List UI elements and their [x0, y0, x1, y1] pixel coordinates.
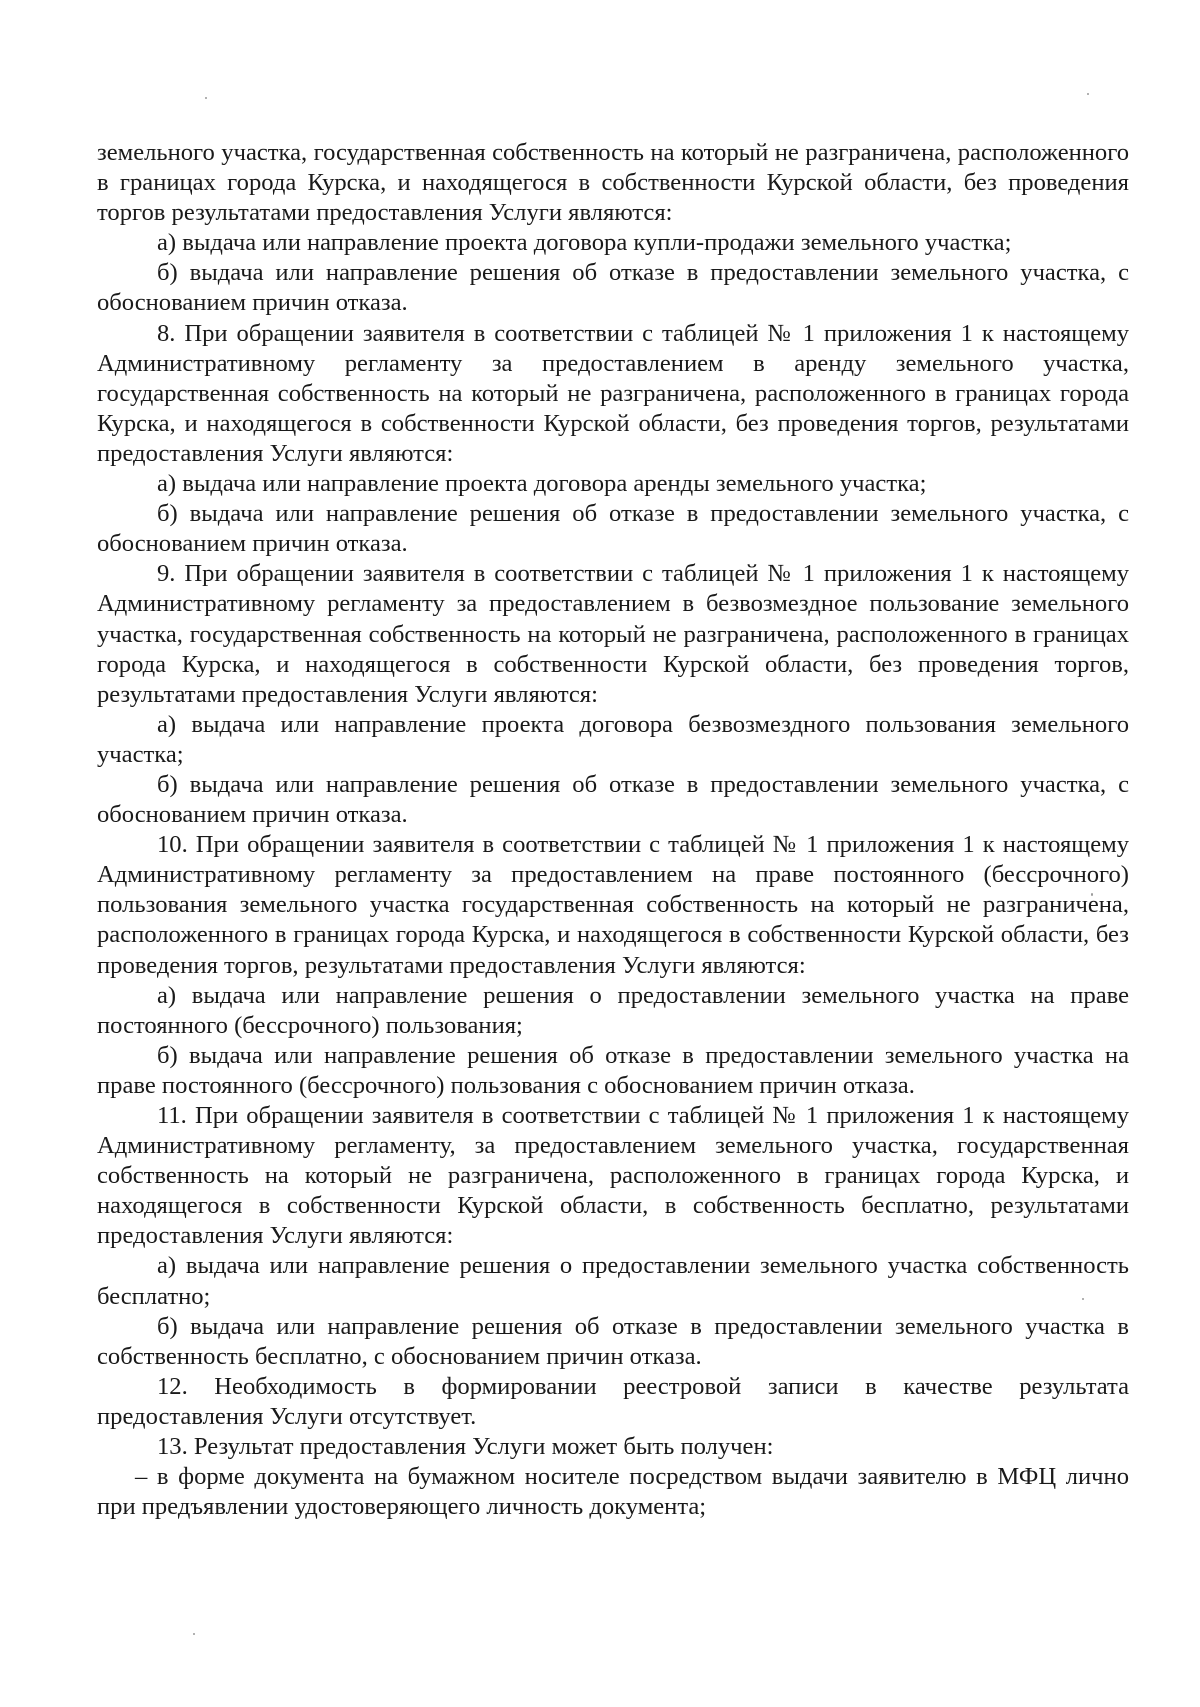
paragraph-item-a: а) выдача или направление проекта договора аренды земельного участка; — [157, 470, 927, 498]
scan-speck — [1087, 93, 1089, 95]
paragraph-clause-13: 13. Результат предоставления Услуги может быть получен: — [157, 1433, 774, 1461]
paragraph-item-a: а) выдача или направление проекта договора безвозмездного пользования земельного участка; — [97, 710, 1129, 768]
scan-speck — [205, 97, 207, 99]
paragraph-clause-9: 9. При обращении заявителя в соответствии с таблицей № 1 приложения 1 к настоящему Административному регламенту за предоставлением в безвозмездное пользование земельного участка, государственная собственность на который не разграничена, расположенного в границах города Курска, и находящегося в собственности Курской области, без проведения торгов, результатами предоставления Услуги являются: — [97, 560, 1129, 708]
paragraph-item-a: а) выдача или направление решения о предоставлении земельного участка собственность бесплатно; — [97, 1252, 1129, 1310]
paragraph-clause-11: 11. При обращении заявителя в соответствии с таблицей № 1 приложения 1 к настоящему Административному регламенту, за предоставлением земельного участка, государственная собственность на который не разграничена, расположенного в границах города Курска, и находящегося в собственности Курской области, в собственность бесплатно, результатами предоставления Услуги являются: — [97, 1102, 1129, 1250]
paragraph-item-b: б) выдача или направление решения об отказе в предоставлении земельного участка, с обоснованием причин отказа. — [97, 259, 1129, 317]
document-body — [97, 138, 1129, 1522]
paragraph-intro-continuation: земельного участка, государственная собственность на который не разграничена, расположенного в границах города Курска, и находящегося в собственности Курской области, без проведения торгов результатами предоставления Услуги являются: — [97, 139, 1129, 227]
paragraph-clause-12: 12. Необходимость в формировании реестровой записи в качестве результата предоставления Услуги отсутствует. — [97, 1372, 1129, 1430]
paragraph-item-b: б) выдача или направление решения об отказе в предоставлении земельного участка, с обоснованием причин отказа. — [97, 500, 1129, 558]
paragraph-item-a: а) выдача или направление решения о предоставлении земельного участка на праве постоянного (бессрочного) пользования; — [97, 981, 1129, 1039]
paragraph-clause-8: 8. При обращении заявителя в соответствии с таблицей № 1 приложения 1 к настоящему Административному регламенту за предоставлением в аренду земельного участка, государственная собственность на который не разграничена, расположенного в границах города Курска, и находящегося в собственности Курской области, без проведения торгов, результатами предоставления Услуги являются: — [97, 319, 1129, 467]
paragraph-dash-item: – в форме документа на бумажном носителе посредством выдачи заявителю в МФЦ лично при предъявлении удостоверяющего личность документа; — [97, 1463, 1129, 1521]
paragraph-clause-10: 10. При обращении заявителя в соответствии с таблицей № 1 приложения 1 к настоящему Административному регламенту за предоставлением на праве постоянного (бессрочного) пользования земельного участка государственная собственность на который не разграничена, расположенного в границах города Курска, и находящегося в собственности Курской области, без проведения торгов, результатами предоставления Услуги являются: — [97, 831, 1129, 979]
paragraph-item-b: б) выдача или направление решения об отказе в предоставлении земельного участка в собственность бесплатно, с обоснованием причин отказа. — [97, 1312, 1129, 1370]
paragraph-item-a: а) выдача или направление проекта договора купли-продажи земельного участка; — [157, 229, 1012, 257]
paragraph-item-b: б) выдача или направление решения об отказе в предоставлении земельного участка на праве постоянного (бессрочного) пользования с обоснованием причин отказа. — [97, 1041, 1129, 1099]
paragraph-item-b: б) выдача или направление решения об отказе в предоставлении земельного участка, с обоснованием причин отказа. — [97, 770, 1129, 829]
scan-speck — [193, 1633, 195, 1635]
